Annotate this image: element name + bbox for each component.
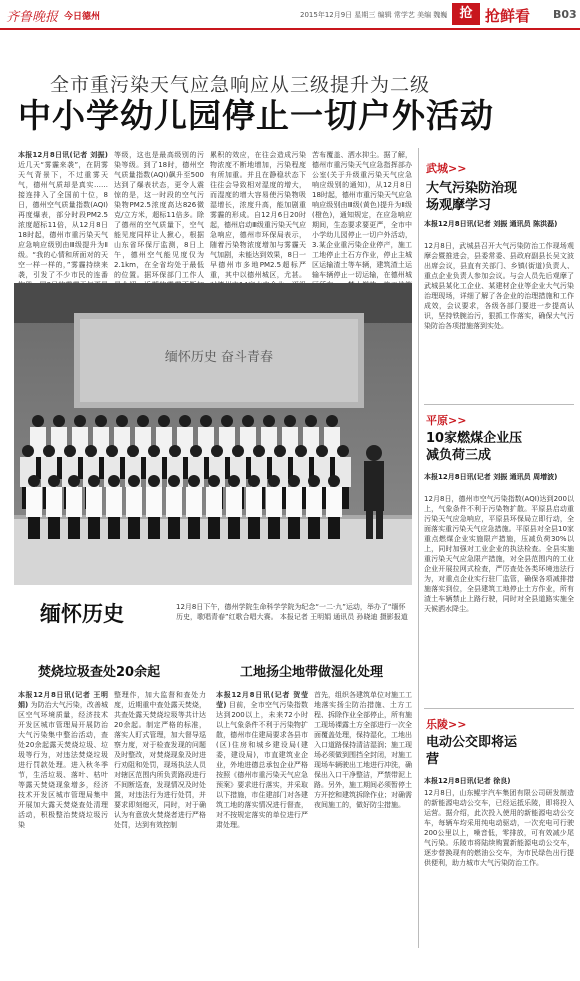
sidebar-title-wucheng: 大气污染防治现场观摩学习	[426, 181, 518, 213]
section-name: 抢鲜看	[485, 7, 531, 25]
singer-body	[306, 487, 322, 517]
singer-legs	[108, 517, 120, 539]
singer-legs	[288, 517, 300, 539]
singer-head	[148, 445, 160, 457]
sidebar-tag-leling: 乐陵>>	[426, 718, 467, 731]
singer-head	[88, 475, 100, 487]
newspaper-logo: 齐鲁晚报	[6, 10, 59, 25]
sidebar-tag-wucheng: 武城>>	[426, 162, 467, 175]
lead-body-4: 苦布覆盖、洒水抑尘。据了解，德州市重污染天气应急指挥部办公室(关于升级重污染天气应急响应级别的通知)，从12月8日18时起，德州市重污染天气应急响应级别由Ⅲ级(黄色)提升为Ⅱ级(橙色)，通知规定，在应急响应期间，生态要求要更严，全市中小学幼儿园停止一切户外活动，3.某企业重污染企业停产，施工工地停止土石方作业，停止主城区运输渣土等车辆，建筑渣土运输车辆停止一切运输，在德州城	[312, 151, 412, 279]
sidebar-body-pingyuan: 12月8日，德州市空气污染指数(AQI)达到200以上，气象条件不利于污染物扩散。平原县启动重污染天气应急响应，平原县环保局立即行动，全面落实重污染天气应急措施。平原县对全县10家重点燃煤企业实施限产措施，压减负荷30%以上，同时加强对工业企业的执法检查。全县实施重污染天气应急限产措施，对全县范围内的工业企业开展拉网式检查，严厉查处各类环境违法行为，对重点企业实行驻厂监管，确保各项减排措施落实到位，全县建筑工地停止土方作业，所有渣土车辆禁止上路行驶，同时对全县道路实施全天候洒水降尘。	[424, 495, 574, 613]
story-left-column-1	[18, 690, 108, 935]
singer-legs	[28, 517, 40, 539]
singer-head	[190, 445, 202, 457]
singer-head	[85, 445, 97, 457]
singer-head	[305, 415, 317, 427]
sidebar-byline-wucheng: 本报12月8日讯(记者 刘振 通讯员 陈洪磊)	[424, 220, 558, 228]
lead-column-1	[18, 150, 108, 278]
singer-head	[95, 415, 107, 427]
singer-head	[116, 415, 128, 427]
singer-legs	[168, 517, 180, 539]
singer-body	[286, 487, 302, 517]
section-icon: 抢	[452, 3, 480, 25]
singer-body	[186, 487, 202, 517]
singer-head	[158, 415, 170, 427]
choir-photo-image	[14, 283, 412, 585]
singer-head	[106, 445, 118, 457]
singer-head	[28, 475, 40, 487]
singer-body	[326, 487, 342, 517]
photo-banner-text: 缅怀历史 奋斗青春	[164, 350, 274, 365]
lead-column-2	[114, 150, 204, 278]
singer-head	[43, 445, 55, 457]
singer-head	[288, 475, 300, 487]
singer-head	[168, 475, 180, 487]
singer-body	[26, 487, 42, 517]
singer-legs	[268, 517, 280, 539]
singer-body	[266, 487, 282, 517]
singer-head	[308, 475, 320, 487]
singer-head	[263, 415, 275, 427]
story-left-column-2	[114, 690, 206, 890]
page-number: B03	[553, 8, 577, 21]
singer-head	[32, 415, 44, 427]
singer-head	[200, 415, 212, 427]
sidebar-body-leling: 12月8日，山东鲲宇汽车集团有限公司研发制造的新能源电动公交车，已经运抵乐陵，即将投入运营。据介绍，此次投入使用的新能源电动公交车，每辆车均采用纯电动驱动，一次充电可行驶200公里以上，噪音低，零排放，可有效减少尾气污染。乐陵市将陆续购置新能源电动公交车，逐步替换现有的燃油公交车，为市民绿色出行提供便利，助力城市大气污染防治工作。	[424, 789, 574, 867]
story-right-column-2	[314, 690, 412, 890]
lead-headline: 中小学幼儿园停止一切户外活动	[18, 96, 494, 135]
lead-body-1: 近几天“雾霾来袭”，在阴雾天气背景下，不过重雾天气，德州气质却是真实……接连排入了全国前十位，8日，德州空气质量指数(AQI)再度爆表，部分时段PM2.5浓度超标11倍，从12月8日18时起，德州市重污染天气应急响应级别由Ⅲ级提升为Ⅱ级。“我的心情和所面对的天空一样一样的，”雾霾持续来袭，引发了不少市民的连番	[18, 161, 108, 279]
singer-head	[295, 445, 307, 457]
story-right-title: 工地扬尘地带做湿化处理	[240, 665, 384, 680]
sidebar-divider	[424, 404, 574, 405]
singer-head	[127, 445, 139, 457]
photo-caption-title: 缅怀历史	[40, 602, 124, 626]
singer-head	[326, 415, 338, 427]
singer-head	[248, 475, 260, 487]
sidebar-byline-leling: 本报12月8日讯(记者 徐良)	[424, 777, 511, 785]
lead-kicker: 全市重污染天气应急响应从三级提升为二级	[50, 74, 431, 96]
singer-body	[46, 487, 62, 517]
singer-body	[166, 487, 182, 517]
singer-body	[206, 487, 222, 517]
singer-head	[169, 445, 181, 457]
singer-legs	[308, 517, 320, 539]
singer-head	[328, 475, 340, 487]
story-left-body-2: 整理作，加大监督和查处力度，近期重中查处露天焚烧，共查处露天焚烧垃圾等共计达20余起。制定严格的标准，落实人盯式管理，加大督导巡察力度，对于检查发现的问题及时整改，对焚烧现象及时进行劝阻和处罚，现场执法人员对辖区范围内所负责路段进行不间断巡查，发现情况及时处置，对违法行为进行处罚，并要求即刻熄灭，同时，对于确认为有意放火焚烧者进行严格处罚，达到有效控制	[114, 691, 206, 829]
singer-legs	[148, 517, 160, 539]
singer-head	[274, 445, 286, 457]
lead-byline: 本报12月8日讯(记者 刘振)	[18, 151, 108, 159]
singer-head	[108, 475, 120, 487]
singer-body	[126, 487, 142, 517]
sidebar-divider	[424, 708, 574, 709]
singer-head	[128, 475, 140, 487]
singer-head	[148, 475, 160, 487]
singer-head	[137, 415, 149, 427]
singer-head	[68, 475, 80, 487]
singer-body	[106, 487, 122, 517]
singer-body	[86, 487, 102, 517]
singer-head	[48, 475, 60, 487]
singer-head	[64, 445, 76, 457]
photo-caption: 12月8日下午，德州学院生命科学学院为纪念“一二·九”运动，举办了“缅怀历史，歌唱青春”红歌合唱大赛。 本报记者 王明娟 通讯员 孙晓迪 摄影报道	[176, 603, 408, 621]
story-right-body-2: 首先，组织各建筑单位对施工工地落实扬尘防治措施、土方工程、拆除作业全部停止，所有施工现场裸露土方全部进行一次全面覆盖处理，保持湿化，工地出入口道路保持清洁湿润；施工现场必须做到围挡全封闭，对施工现场车辆驶出工地进行冲洗，确保出入口干净整洁，严禁带泥上路。另外，施工期间必须暂停土方开挖和建筑拆除作业；对确需夜间施工的，做好防尘措施。	[314, 691, 412, 809]
lead-column-4	[312, 150, 412, 278]
singer-legs	[48, 517, 60, 539]
singer-head	[284, 415, 296, 427]
singer-legs	[228, 517, 240, 539]
singer-head	[179, 415, 191, 427]
singer-head	[74, 415, 86, 427]
choir-photo	[14, 283, 412, 585]
lead-body-2: 等级，这也是最高级别的污染等级。到了18时，德州空气质量指数(AQI)飙升至500达到了爆表状态，更令人震惊的是，这一时段的空气污染物PM2.5浓度高达826微克/立方米，超标11倍多。除了德州的空气质量下，空气能见度同样让人揪心，根据山东省环保厅监测，8日上午，德州空气能见度仅为2.1km，在全省均处于最低的位置。据环保部门工作人	[114, 151, 204, 279]
singer-head	[232, 445, 244, 457]
sidebar-tag-pingyuan: 平原>>	[426, 414, 467, 427]
dateline: 2015年12月9日 星期三 编辑 常学艺 美编 魏巍	[300, 11, 448, 19]
sidebar-body-wucheng: 12月8日，武城县召开大气污染防治工作现场观摩会暨推进会，县委常委、县政府副县长吴文波出席会议，县直有关部门、乡镇(街道)负责人、重点企业负责人参加会议。与会人员先后观摩了武城县某化工企业、某建材企业等企业大气污染治理现场，详细了解了各企业的治理措施和工作成效，会议要求，各级各部门要进一步提高认识，坚持铁腕治污，狠抓工作落实，确保大气污染防治各项措施落到实处。	[424, 242, 574, 330]
singer-legs	[88, 517, 100, 539]
story-right-column-1	[216, 690, 308, 895]
sidebar-title-pingyuan: 10家燃煤企业压减负荷三成	[426, 431, 523, 463]
singer-head	[53, 415, 65, 427]
singer-head	[316, 445, 328, 457]
lead-column-3	[210, 150, 306, 278]
sidebar-title-leling: 电动公交即将运营	[426, 735, 518, 767]
singer-legs	[68, 517, 80, 539]
edition-name: 今日德州	[64, 12, 101, 22]
singer-head	[337, 445, 349, 457]
singer-head	[22, 445, 34, 457]
singer-body	[246, 487, 262, 517]
singer-body	[66, 487, 82, 517]
story-right-byline: 本报12月8日讯(记者 贺莹莹)	[216, 691, 308, 709]
singer-head	[253, 445, 265, 457]
singer-legs	[188, 517, 200, 539]
singer-legs	[248, 517, 260, 539]
singer-head	[221, 415, 233, 427]
singer-head	[211, 445, 223, 457]
singer-legs	[328, 517, 340, 539]
singer-legs	[128, 517, 140, 539]
singer-legs	[208, 517, 220, 539]
column-rule	[418, 148, 419, 948]
sidebar-byline-pingyuan: 本报12月8日讯(记者 刘振 通讯员 周增波)	[424, 473, 558, 481]
singer-body	[146, 487, 162, 517]
story-left-title: 焚烧垃圾查处20余起	[38, 665, 161, 680]
story-left-body-1: 为防治大气污染，改善城区空气环境质量，经济技术开发区城市管理局开展防治大气污染集中整治活动，查处20余起露天焚烧垃圾、垃圾等行为，对违法焚烧垃圾进行罚款处理。进入秋冬季节，生活垃圾、落叶、枯叶等露天焚烧现象增多，经济技术开发区城市管理局集中开展加大露天焚烧查处清理活动，积极整治焚烧垃圾污染	[18, 701, 108, 829]
singer-body	[226, 487, 242, 517]
singer-head	[228, 475, 240, 487]
story-left-byline: 本报12月8日讯(记者 王明娟)	[18, 691, 108, 709]
singer-head	[188, 475, 200, 487]
story-right-body-1: 目前，全市空气污染指数达到200以上，未来72小时以上气象条件不利于污染物扩散，德州市住建局要求各县市(区)住房和城乡建设局(建委，建设局)，市直建筑业企业，外地进德总承包企业严格按照《德州市重污染天气应急预案》要求进行落实，并采取以下措施，市住建部门对各建筑工地的落实情况进行督查，对不按规定落实的单位进行严肃处理。	[216, 701, 309, 829]
lead-body-3: 累积的效应，在往会造成污染物浓度不断地增加，污染程度有所加重。并且在静稳状态下往往会导致相对湿度的增大，而湿度的增大容易使污染物吸湿增长，浓度升高，能加剧重雾霾的形成。自12月6日20时起，德州启动Ⅲ级重污染天气应急响应，德州市环保局表示，随着污染物浓度增加与雾霾天气加剧，未能达到效果，8日一早德州市多地PM2.5超标严重，其中以德州城区，尤甚。	[210, 151, 306, 279]
singer-head	[208, 475, 220, 487]
singer-head	[242, 415, 254, 427]
singer-head	[268, 475, 280, 487]
